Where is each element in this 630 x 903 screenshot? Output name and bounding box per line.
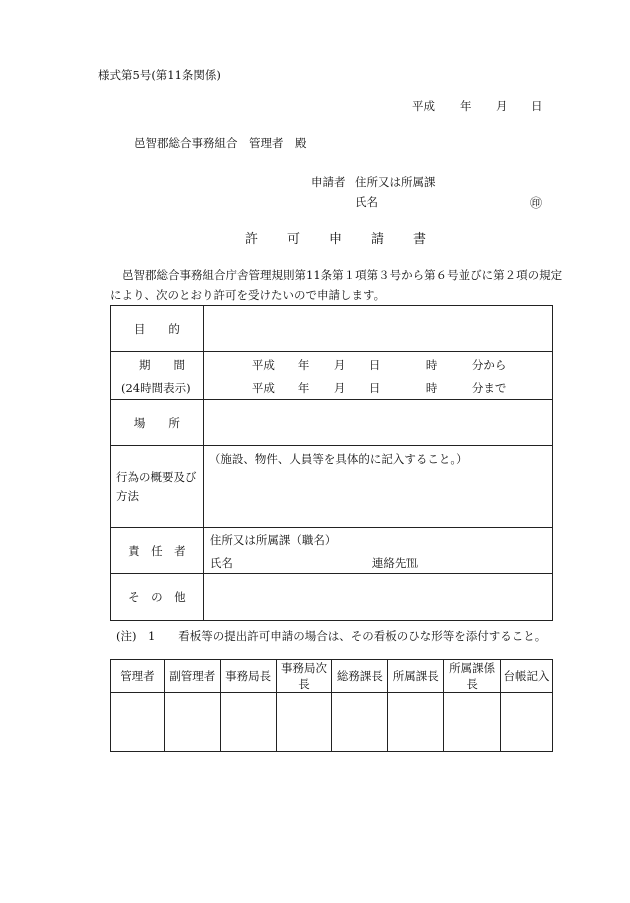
approval-stamp-box[interactable]	[388, 693, 444, 752]
period-to-day: 日	[368, 381, 381, 395]
date-era: 平成	[412, 99, 435, 113]
period-label: 期 間	[139, 358, 185, 372]
activity-label-1: 行為の概要及び	[116, 470, 197, 484]
activity-label-cell	[111, 446, 204, 528]
approval-stamp-box[interactable]	[444, 693, 501, 752]
date-year: 年	[460, 99, 472, 113]
period-to-month: 月	[333, 381, 346, 395]
period-from-day: 日	[368, 358, 381, 372]
approval-header: 所属課係長	[444, 660, 501, 693]
period-from-month: 月	[333, 358, 346, 372]
applicant-name-label: 氏名	[355, 195, 378, 209]
responsible-label: 責 任 者	[111, 528, 204, 574]
responsible-address-label: 住所又は所属課（職名）	[209, 533, 337, 547]
application-table	[110, 305, 553, 621]
period-label-cell	[111, 352, 204, 400]
seal-mark: ㊞	[530, 196, 543, 210]
period-field[interactable]	[203, 352, 552, 400]
note: (注) 1 看板等の提出許可申請の場合は、その看板のひな形等を添付すること。	[116, 629, 547, 643]
activity-hint: （施設、物件、人員等を具体的に記入すること。）	[208, 452, 468, 466]
approval-stamp-box[interactable]	[332, 693, 388, 752]
place-label: 場 所	[111, 400, 204, 446]
approval-stamp-box[interactable]	[220, 693, 276, 752]
period-to-year: 年	[297, 381, 310, 395]
activity-field[interactable]	[203, 446, 552, 528]
approval-table	[110, 659, 553, 752]
approval-header: 事務局次長	[276, 660, 332, 693]
place-field[interactable]	[203, 400, 552, 446]
approval-header: 管理者	[111, 660, 165, 693]
approval-header: 総務課長	[332, 660, 388, 693]
approval-stamp-box[interactable]	[111, 693, 165, 752]
addressee: 邑智郡総合事務組合 管理者 殿	[134, 136, 307, 150]
form-id: 様式第5号(第11条関係)	[98, 68, 221, 82]
responsible-name-label: 氏名	[209, 556, 233, 570]
period-to-minute: 分まで	[471, 381, 507, 395]
date-day: 日	[531, 99, 543, 113]
approval-stamp-box[interactable]	[276, 693, 332, 752]
period-to-hour: 時	[425, 381, 438, 395]
responsible-field[interactable]	[203, 528, 552, 574]
other-label: そ の 他	[111, 574, 204, 621]
responsible-contact-label: 連絡先℡	[371, 556, 418, 570]
period-from-hour: 時	[425, 358, 438, 372]
approval-stamp-box[interactable]	[164, 693, 220, 752]
period-note: (24時間表示)	[121, 381, 191, 395]
period-from-minute: 分から	[471, 358, 507, 372]
purpose-label: 目 的	[111, 306, 204, 352]
approval-header: 所属課長	[388, 660, 444, 693]
document-title: 許 可 申 請 書	[245, 232, 435, 247]
purpose-field[interactable]	[203, 306, 552, 352]
approval-header: 事務局長	[220, 660, 276, 693]
applicant-address-label: 住所又は所属課	[355, 175, 436, 189]
intro-line-2: により、次のとおり許可を受けたいので申請します。	[110, 288, 386, 302]
intro-line-1: 邑智郡総合事務組合庁舎管理規則第11条第１項第３号から第６号並びに第２項の規定	[122, 268, 563, 282]
approval-header: 副管理者	[164, 660, 220, 693]
activity-label-2: 方法	[116, 489, 139, 503]
approval-stamp-box[interactable]	[501, 693, 553, 752]
date-month: 月	[496, 99, 508, 113]
period-from-year: 年	[297, 358, 310, 372]
period-from-era: 平成	[251, 358, 275, 372]
other-field[interactable]	[203, 574, 552, 621]
applicant-label: 申請者	[311, 175, 346, 189]
period-to-era: 平成	[251, 381, 275, 395]
approval-header: 台帳記入	[501, 660, 553, 693]
